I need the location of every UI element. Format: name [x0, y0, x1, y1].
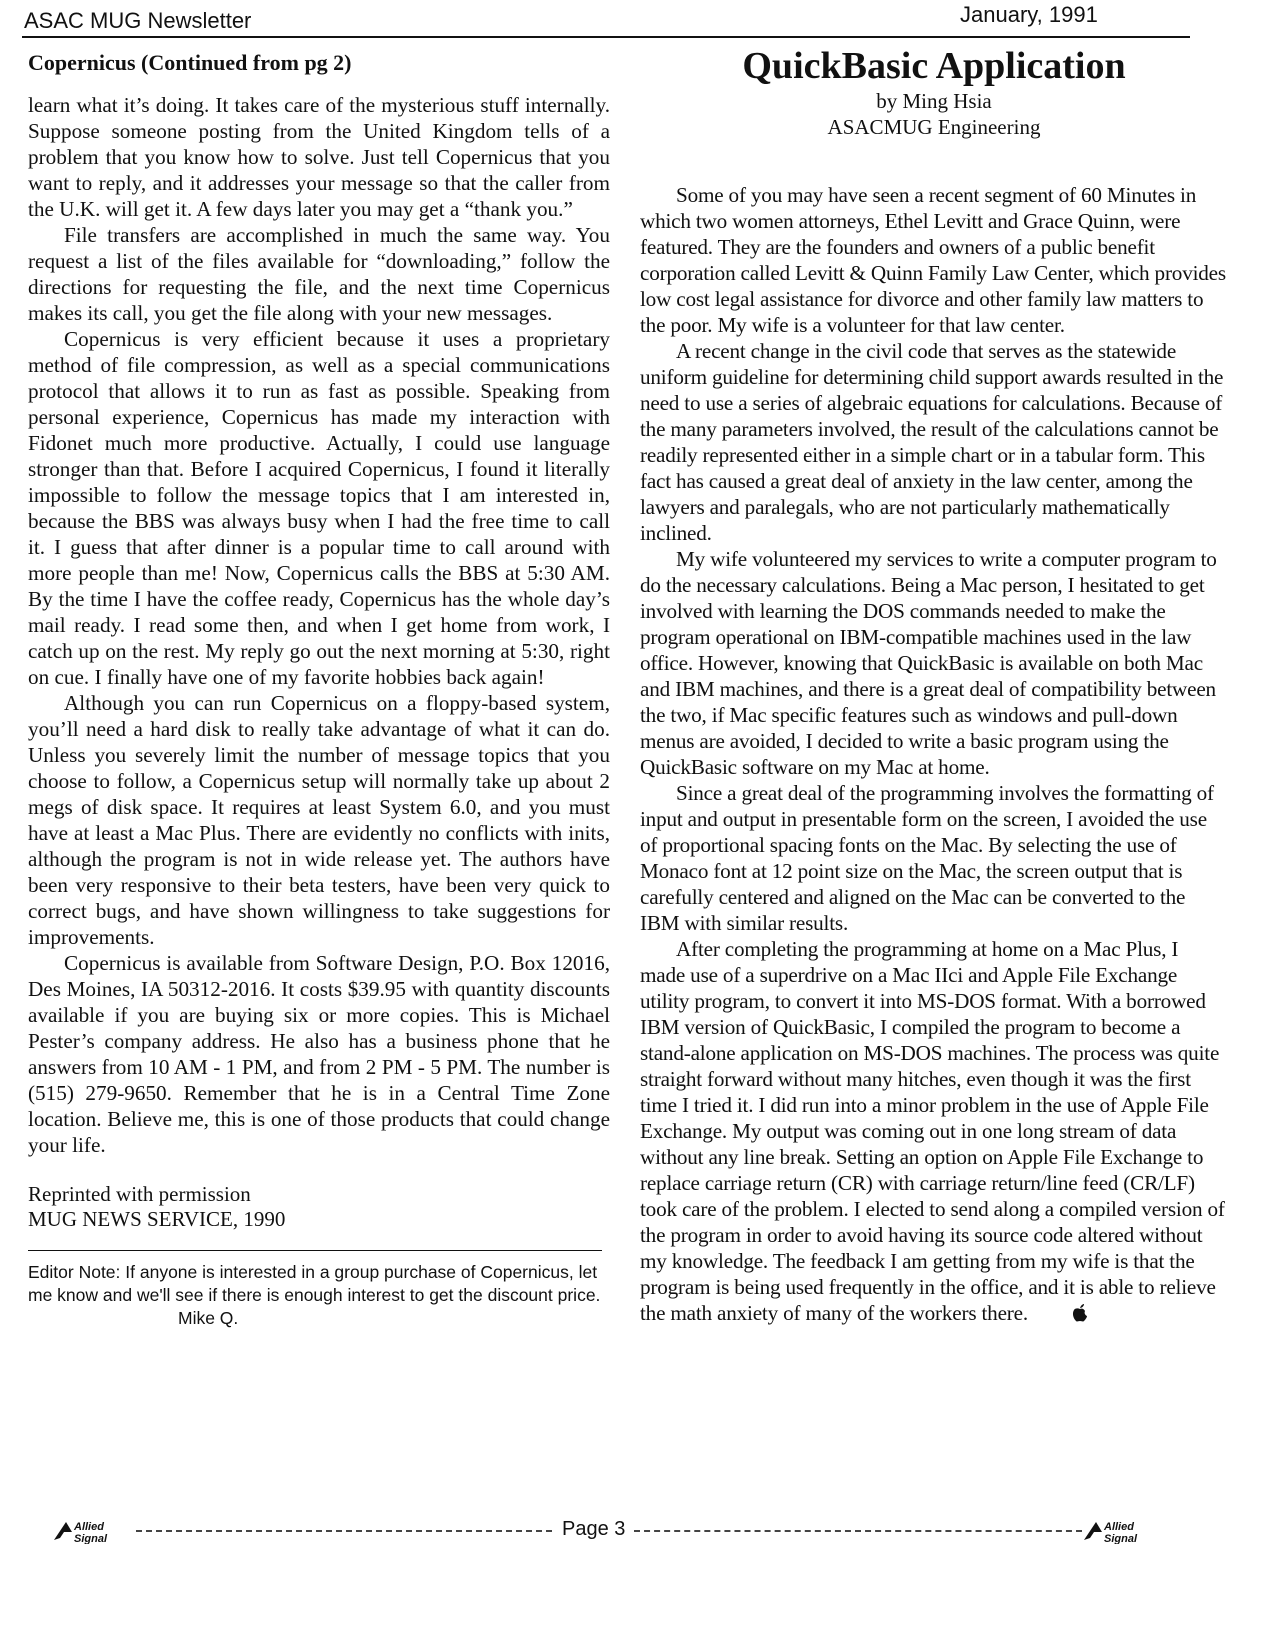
continued-title: Copernicus (Continued from pg 2): [28, 50, 352, 75]
page-footer: [52, 1518, 1202, 1558]
article-paragraph: My wife volunteered my services to write a computer program to do the necessary calculations. Being a Mac person, I hesitated to get involved with learning the DOS commands needed to make the program operational on IBM-compatible machines used in the law office. However, knowing that QuickBasic is available on both Mac and IBM machines, and there is a great deal of compatibility between the two, if Mac specific features such as windows and pull-down menus are avoided, I decided to write a basic program using the QuickBasic software on my Mac at home.: [640, 547, 1217, 779]
copernicus-paragraph: learn what it’s doing. It takes care of the mysterious stuff internally. Suppose someone posting from the United Kingdom tells of a problem that you know how to solve. Just tell Copernicus that you want to reply, and it addresses your message so that the caller from the U.K. will get it. A few days later you may get a “thank you.”: [28, 93, 610, 221]
allied-signal-logo-icon: [52, 1518, 132, 1546]
reprint-line: Reprinted with permission: [28, 1182, 251, 1206]
copernicus-paragraph: Copernicus is available from Software Design, P.O. Box 12016, Des Moines, IA 50312-2016. It costs $39.95 with quantity discounts available if you are buying six or more copies. This is Michael Pester’s company address. He also has a business phone that he answers from 10 AM - 1 PM, and from 2 PM - 5 PM. The number is (515) 279-9650. Remember that he is in a Central Time Zone location. Believe me, this is one of those products that could change your life.: [28, 951, 610, 1157]
copernicus-paragraph: Copernicus is very efficient because it uses a proprietary method of file compression, as well as a special communications protocol that allows it to run as fast as possible. Speaking from personal experience, Copernicus has made my interaction with Fidonet much more productive. Actually, I could use language stronger than that. Before I acquired Copernicus, I found it literally impossible to follow the message topics that I am interested in, because the BBS was always busy when I had the free time to call it. I guess that after dinner is a popular time to call around with more people than me! Now, Copernicus calls the BBS at 5:30 AM. By the time I have the coffee ready, Copernicus has the whole day’s mail ready. I read some then, and when I get home from work, I catch up on the rest. My reply go out the next morning at 5:30, right on cue. I finally have one of my favorite hobbies back again!: [28, 327, 610, 689]
header-rule: [22, 36, 1190, 38]
article-paragraph: Some of you may have seen a recent segment of 60 Minutes in which two women attorneys, Ethel Levitt and Grace Quinn, were featured. They are the founders and owners of a public benefit corporation called Levitt & Quinn Family Law Center, which provides low cost legal assistance for divorce and other family law matters to the poor. My wife is a volunteer for that law center.: [640, 183, 1226, 337]
article-body: [640, 182, 1228, 1328]
byline-author: by Ming Hsia: [876, 89, 992, 113]
byline-affiliation: ASACMUG Engineering: [827, 115, 1041, 139]
right-column: [640, 44, 1228, 1328]
left-column: [28, 50, 610, 1330]
logo-text-line2: Signal: [74, 1533, 108, 1544]
apple-logo-icon: [1036, 1302, 1088, 1328]
article-paragraph: A recent change in the civil code that serves as the statewide uniform guideline for determining child support awards resulted in the need to use a series of algebraic equations for calculations. Because of the many parameters involved, the result of the calculations cannot be readily represented either in a simple chart or in a tabular form. This fact has caused a great deal of anxiety in the law center, among the lawyers and paralegals, who are not particularly mathematically inclined.: [640, 339, 1224, 545]
editor-note-text: Editor Note: If anyone is interested in a group purchase of Copernicus, let me know and we'll see if there is enough interest to get the discount price.: [28, 1262, 601, 1305]
footer-dash-right: [634, 1530, 1082, 1532]
logo-text-line1: Allied: [1104, 1521, 1134, 1533]
article-title: QuickBasic Application: [742, 45, 1126, 87]
article-paragraph: [640, 936, 1228, 1328]
footer-dash-left: [136, 1530, 552, 1532]
editor-note-rule: [28, 1250, 602, 1251]
reprint-credit: [28, 1182, 610, 1232]
article-paragraph: Since a great deal of the programming involves the formatting of input and output in presentable form on the screen, I avoided the use of proportional spacing fonts on the Mac. By selecting the use of Monaco font at 12 point size on the Mac, the screen output that is carefully centered and aligned on the Mac can be converted to the IBM with similar results.: [640, 781, 1214, 935]
copernicus-paragraph: Although you can run Copernicus on a floppy-based system, you’ll need a hard disk to really take advantage of what it can do. Unless you severely limit the number of message topics that you choose to follow, a Copernicus setup will normally take up about 2 megs of disk space. It requires at least System 6.0, and you must have at least a Mac Plus. There are evidently no conflicts with inits, although the program is not in wide release yet. The authors have been very responsive to their beta testers, have been very quick to correct bugs, and have shown willingness to take suggestions for improvements.: [28, 691, 610, 949]
copernicus-paragraph: File transfers are accomplished in much the same way. You request a list of the files available for “downloading,” follow the directions for requesting the file, and the next time Copernicus makes its call, you get the file along with your new messages.: [28, 223, 610, 325]
editor-signature: Mike Q.: [178, 1308, 239, 1328]
article-paragraph-text: After completing the programming at home on a Mac Plus, I made use of a superdrive on a Mac IIci and Apple File Exchange utility program, to convert it into MS-DOS format. With a borrowed IBM version of QuickBasic, I compiled the program to become a stand-alone application on MS-DOS machines. The process was quite straight forward without many hitches, even though it was the first time I tried it. I did run into a minor problem in the use of Apple File Exchange. My output was coming out in one long stream of data without any line break. Setting an option on Apple File Exchange to replace carriage return (CR) with carriage return/line feed (CR/LF) took care of the problem. I elected to send along a compiled version of the program in order to avoid having its source code altered without my knowledge. The feedback I am getting from my wife is that the program is being used frequently in the office, and it is able to relieve the math anxiety of many of the workers there.: [640, 937, 1225, 1325]
page-number: Page 3: [562, 1518, 626, 1540]
allied-signal-logo-icon: [1082, 1518, 1162, 1546]
logo-text-line1: Allied: [74, 1521, 104, 1533]
issue-date: January, 1991: [960, 2, 1098, 27]
editor-note: [28, 1261, 610, 1330]
reprint-source: MUG NEWS SERVICE, 1990: [28, 1207, 286, 1231]
newsletter-name: ASAC MUG Newsletter: [24, 8, 252, 33]
logo-text-line2: Signal: [1104, 1533, 1138, 1544]
